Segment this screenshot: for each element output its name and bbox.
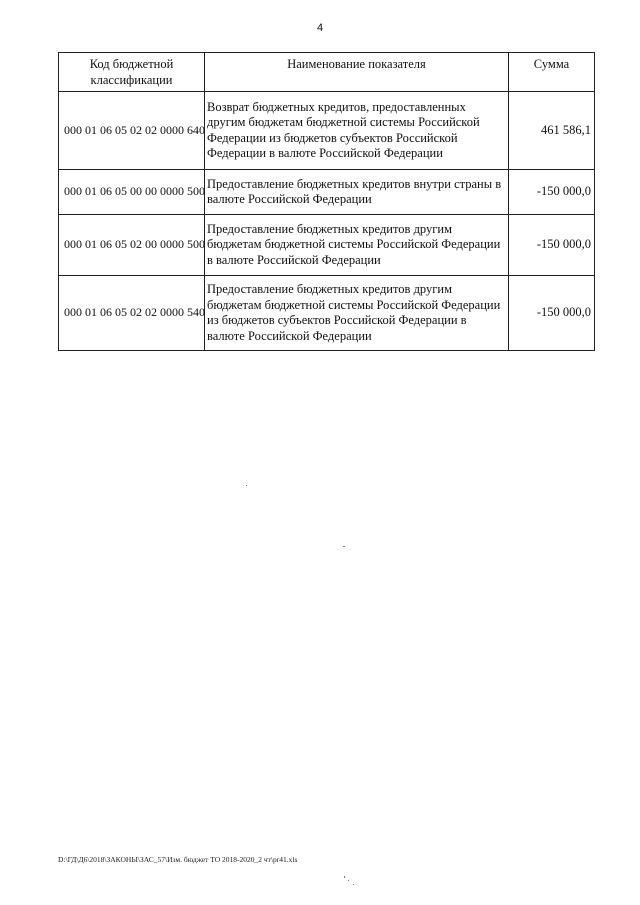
row-amount: 461 586,1 xyxy=(509,92,595,170)
scan-speck xyxy=(353,884,354,885)
page-number: 4 xyxy=(316,22,324,34)
table-row xyxy=(59,276,595,351)
header-amount: Сумма xyxy=(509,53,595,92)
row-code: 000 01 06 05 02 00 0000 500 xyxy=(59,215,205,276)
table-row xyxy=(59,92,595,170)
table-header-row xyxy=(59,53,595,92)
header-code: Код бюджетной классификации xyxy=(59,53,205,92)
row-code: 000 01 06 05 00 00 0000 500 xyxy=(59,170,205,215)
budget-sources-table xyxy=(58,52,595,351)
scan-speck xyxy=(344,876,345,878)
row-name: Возврат бюджетных кредитов, предоставленных другим бюджетам бюджетной системы Российской Федерации из бюджетов субъектов Российской Федерации в валюте Российской Федерации xyxy=(205,92,509,170)
table-row xyxy=(59,215,595,276)
row-amount: -150 000,0 xyxy=(509,215,595,276)
row-name: Предоставление бюджетных кредитов внутри страны в валюте Российской Федерации xyxy=(205,170,509,215)
scan-speck xyxy=(348,880,349,881)
row-amount: -150 000,0 xyxy=(509,170,595,215)
row-code: 000 01 06 05 02 02 0000 540 xyxy=(59,276,205,351)
footer-file-path: D:\ГД\Д6\2018\ЗАКОНЫ\ЗАС_57\Изм. бюджет ТО 2018-2020_2 чт\pr41.xls xyxy=(58,855,298,864)
row-code: 000 01 06 05 02 02 0000 640 xyxy=(59,92,205,170)
scan-speck xyxy=(246,485,247,486)
scan-speck xyxy=(343,546,345,547)
row-name: Предоставление бюджетных кредитов другим бюджетам бюджетной системы Российской Федерации из бюджетов субъектов Российской Федерации в валюте Российской Федерации xyxy=(205,276,509,351)
table-row xyxy=(59,170,595,215)
header-name: Наименование показателя xyxy=(205,53,509,92)
row-amount: -150 000,0 xyxy=(509,276,595,351)
row-name: Предоставление бюджетных кредитов другим бюджетам бюджетной системы Российской Федерации в валюте Российской Федерации xyxy=(205,215,509,276)
